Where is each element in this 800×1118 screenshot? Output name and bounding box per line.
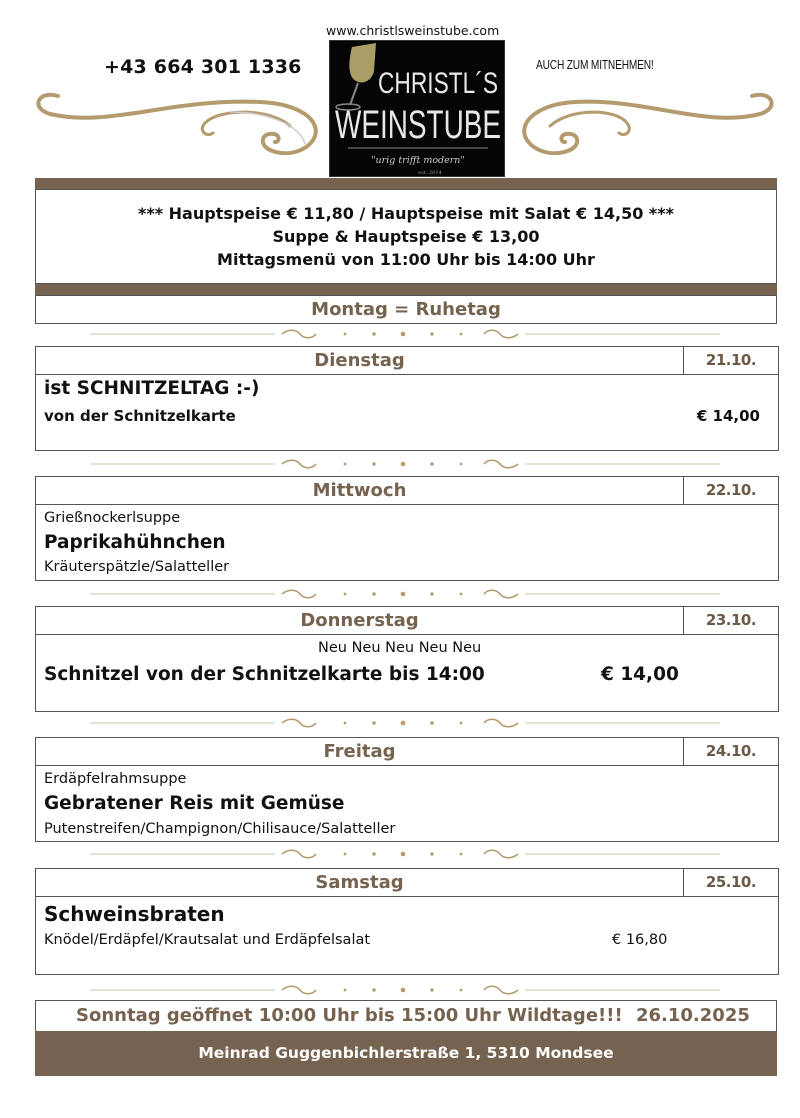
dish-title: ist SCHNITZELTAG :-) bbox=[44, 378, 260, 399]
price-info-box bbox=[35, 189, 777, 284]
day-card-thursday bbox=[35, 606, 779, 712]
new-label: Neu Neu Neu Neu Neu bbox=[318, 640, 482, 656]
divider-ornament bbox=[60, 984, 740, 996]
price-line-1: *** Hauptspeise € 11,80 / Hauptspeise mit Salat € 14,50 *** bbox=[137, 204, 675, 223]
dish-price: € 16,80 bbox=[612, 932, 668, 948]
dish-title: Paprikahühnchen bbox=[44, 532, 226, 553]
day-card-wednesday bbox=[35, 476, 779, 581]
day-name: Donnerstag bbox=[300, 610, 419, 631]
sunday-text: Sonntag geöffnet 10:00 Uhr bis 15:00 Uhr Wildtage!!! bbox=[76, 1005, 623, 1026]
divider-ornament bbox=[60, 588, 740, 600]
day-card-saturday bbox=[35, 868, 779, 975]
price-line-2: Suppe & Hauptspeise € 13,00 bbox=[272, 227, 540, 246]
logo bbox=[329, 40, 505, 177]
day-date: 22.10. bbox=[683, 477, 778, 504]
dish-sides: Kräuterspätzle/Salatteller bbox=[44, 559, 230, 575]
logo-est: est. 2014 bbox=[418, 170, 442, 176]
logo-line1: CHRISTL´S bbox=[378, 67, 498, 100]
logo-slogan: "urig trifft modern" bbox=[371, 155, 465, 166]
day-date: 25.10. bbox=[683, 869, 778, 896]
left-swirl-ornament bbox=[30, 78, 325, 163]
dish-price: € 14,00 bbox=[601, 664, 679, 685]
takeaway-notice: AUCH ZUM MITNEHMEN! bbox=[536, 57, 654, 72]
dish-sides: Knödel/Erdäpfel/Krautsalat und Erdäpfelsalat bbox=[44, 932, 371, 948]
day-name: Dienstag bbox=[314, 350, 405, 371]
phone-number[interactable]: +43 664 301 1336 bbox=[104, 56, 302, 78]
dish-title: Schweinsbraten bbox=[44, 902, 225, 926]
sunday-date: 26.10.2025 bbox=[636, 1005, 750, 1026]
mid-bar bbox=[35, 284, 777, 295]
day-date: 21.10. bbox=[683, 347, 778, 374]
dish-price: € 14,00 bbox=[696, 407, 760, 425]
wine-glass-icon bbox=[336, 43, 376, 110]
divider-ornament bbox=[60, 848, 740, 860]
day-card-friday bbox=[35, 737, 779, 842]
day-name: Samstag bbox=[315, 872, 404, 893]
website-url[interactable]: www.christlsweinstube.com bbox=[326, 23, 500, 38]
sunday-info bbox=[35, 1000, 777, 1031]
divider-ornament bbox=[60, 717, 740, 729]
day-card-tuesday bbox=[35, 346, 779, 451]
dish-title: Gebratener Reis mit Gemüse bbox=[44, 793, 345, 814]
day-name: Freitag bbox=[323, 741, 396, 762]
day-date: 24.10. bbox=[683, 738, 778, 765]
footer-address: Meinrad Guggenbichlerstraße 1, 5310 Mondsee bbox=[35, 1031, 777, 1076]
soup: Erdäpfelrahmsuppe bbox=[44, 771, 187, 787]
right-swirl-ornament bbox=[515, 78, 780, 163]
lunch-hours: Mittagsmenü von 11:00 Uhr bis 14:00 Uhr bbox=[217, 250, 595, 269]
monday-closed: Montag = Ruhetag bbox=[35, 295, 777, 324]
day-date: 23.10. bbox=[683, 607, 778, 634]
divider-ornament bbox=[60, 328, 740, 340]
soup: Grießnockerlsuppe bbox=[44, 510, 181, 526]
divider-ornament bbox=[60, 458, 740, 470]
dish-title: Schnitzel von der Schnitzelkarte bis 14:00 bbox=[44, 664, 485, 685]
dish-sides: Putenstreifen/Champignon/Chilisauce/Salatteller bbox=[44, 821, 396, 837]
logo-line2: WEINSTUBE bbox=[335, 103, 501, 147]
day-name: Mittwoch bbox=[312, 480, 407, 501]
dish-description: von der Schnitzelkarte bbox=[44, 407, 236, 425]
